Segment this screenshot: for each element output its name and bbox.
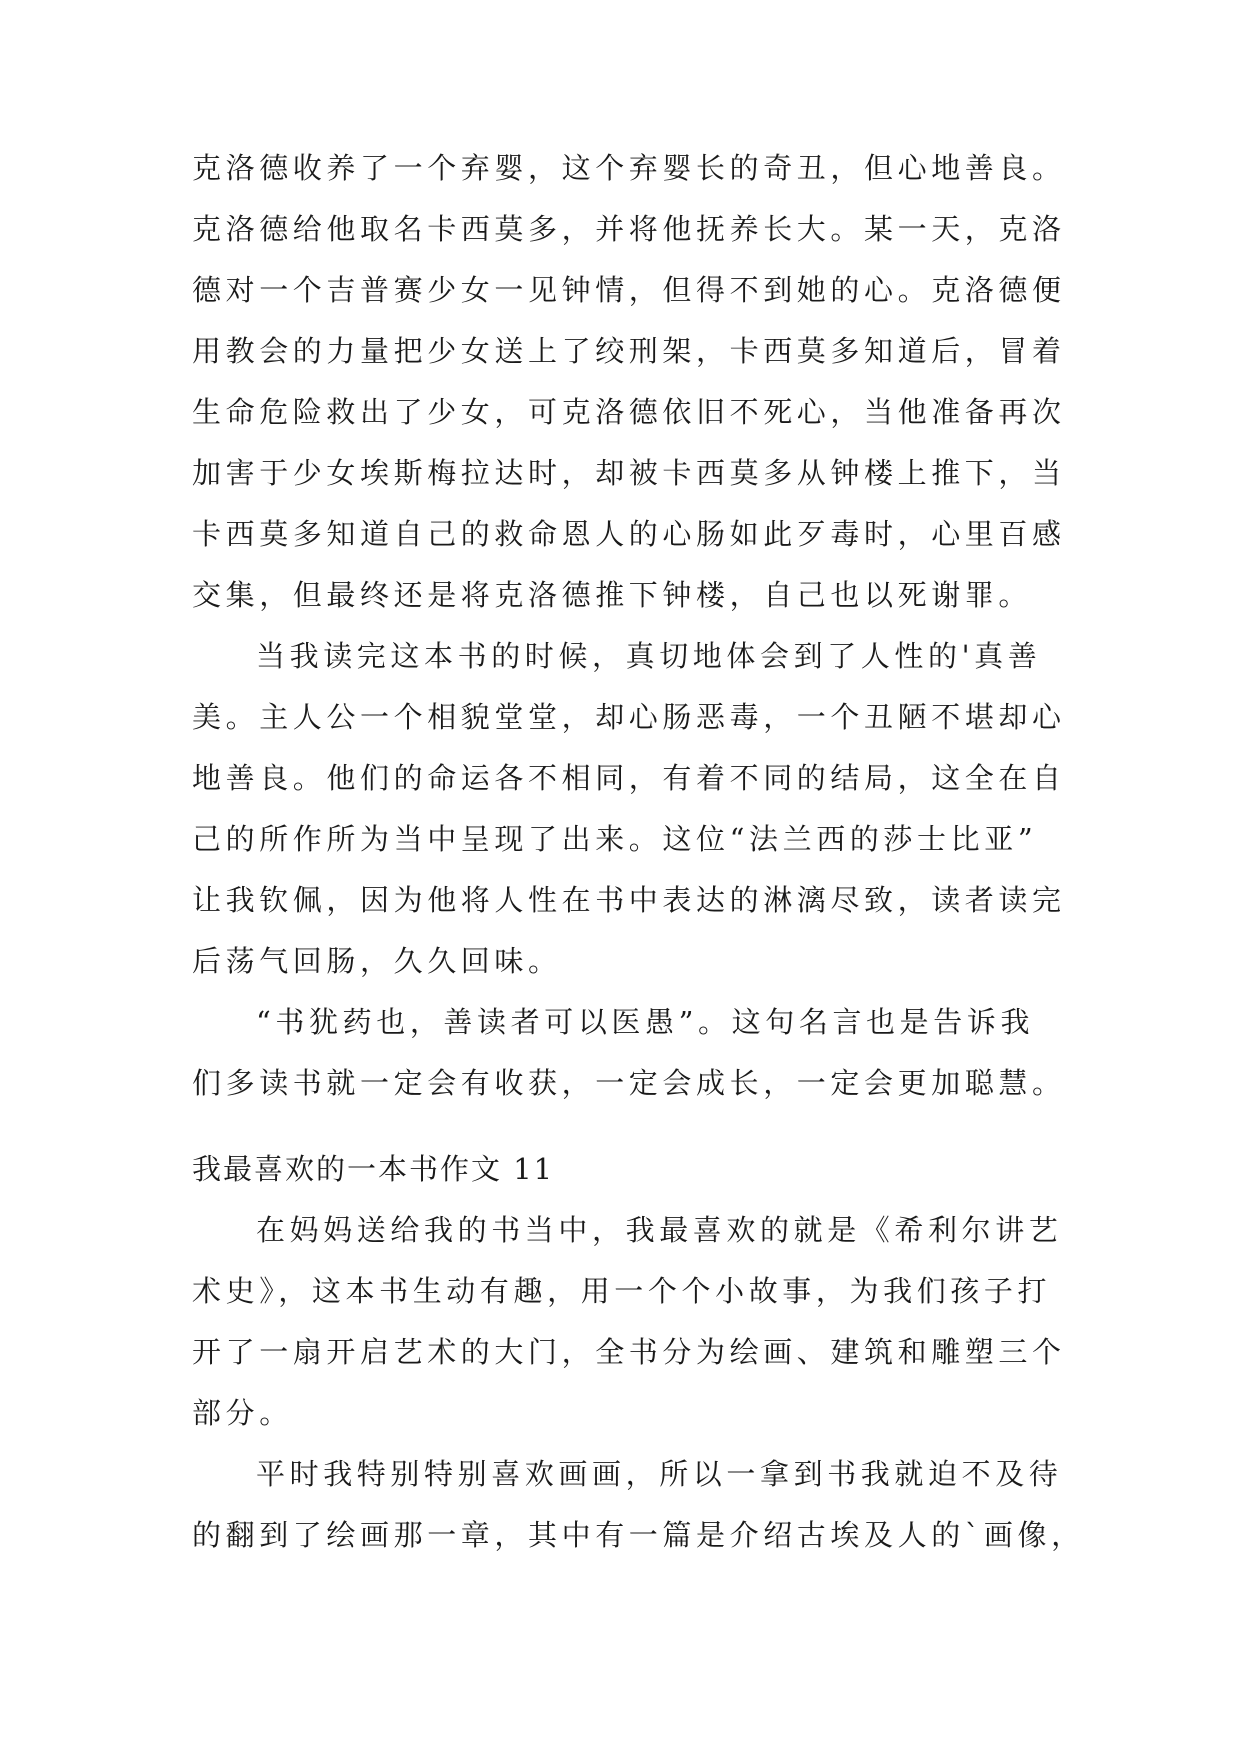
- paragraph-painting: [192, 1444, 1085, 1566]
- paragraph-kaximoduo-story: [192, 138, 1066, 626]
- paragraph-quote: [192, 992, 1066, 1114]
- paragraph-line: 后荡气回肠，久久回味。: [192, 944, 562, 978]
- paragraph-line: 克洛德收养了一个弃婴，这个弃婴长的奇丑，但心地善良。: [192, 151, 1066, 185]
- paragraph-line: 地善良。他们的命运各不相同，有着不同的结局，这全在自: [192, 761, 1066, 795]
- paragraph-line: 当我读完这本书的时候，真切地体会到了人性的'真善: [256, 639, 1042, 673]
- paragraph-line: 克洛德给他取名卡西莫多，并将他抚养长大。某一天，克洛: [192, 212, 1066, 246]
- paragraph-line: 开了一扇开启艺术的大门，全书分为绘画、建筑和雕塑三个: [192, 1335, 1066, 1369]
- section-heading: [192, 1139, 1052, 1200]
- paragraph-line: 美。主人公一个相貌堂堂，却心肠恶毒，一个丑陋不堪却心: [192, 700, 1066, 734]
- paragraph-reflection: [192, 626, 1066, 992]
- paragraph-line: 交集，但最终还是将克洛德推下钟楼，自己也以死谢罪。: [192, 578, 1033, 612]
- paragraph-line: 己的所作所为当中呈现了出来。这位“法兰西的莎士比亚”: [192, 822, 1038, 856]
- paragraph-line: 部分。: [192, 1396, 293, 1430]
- paragraph-line: 术史》，这本书生动有趣，用一个个小故事，为我们孩子打: [192, 1274, 1052, 1308]
- paragraph-art-history-book: [192, 1200, 1066, 1444]
- paragraph-line: 让我钦佩，因为他将人性在书中表达的淋漓尽致，读者读完: [192, 883, 1066, 917]
- section-title: 我最喜欢的一本书作文 11: [192, 1152, 555, 1186]
- paragraph-line: 在妈妈送给我的书当中，我最喜欢的就是《希利尔讲艺: [256, 1213, 1063, 1247]
- paragraph-line: 用教会的力量把少女送上了绞刑架，卡西莫多知道后，冒着: [192, 334, 1066, 368]
- paragraph-line: 们多读书就一定会有收获，一定会成长，一定会更加聪慧。: [192, 1066, 1066, 1100]
- paragraph-line: “书犹药也，善读者可以医愚”。这句名言也是告诉我: [256, 1005, 1035, 1039]
- paragraph-line: 的翻到了绘画那一章，其中有一篇是介绍古埃及人的`画像，: [192, 1518, 1085, 1552]
- paragraph-line: 加害于少女埃斯梅拉达时，却被卡西莫多从钟楼上推下，当: [192, 456, 1066, 490]
- paragraph-line: 生命危险救出了少女，可克洛德依旧不死心，当他准备再次: [192, 395, 1066, 429]
- paragraph-line: 卡西莫多知道自己的救命恩人的心肠如此歹毒时，心里百感: [192, 517, 1066, 551]
- paragraph-line: 平时我特别特别喜欢画画，所以一拿到书我就迫不及待: [256, 1457, 1063, 1491]
- paragraph-line: 德对一个吉普赛少女一见钟情，但得不到她的心。克洛德便: [192, 273, 1066, 307]
